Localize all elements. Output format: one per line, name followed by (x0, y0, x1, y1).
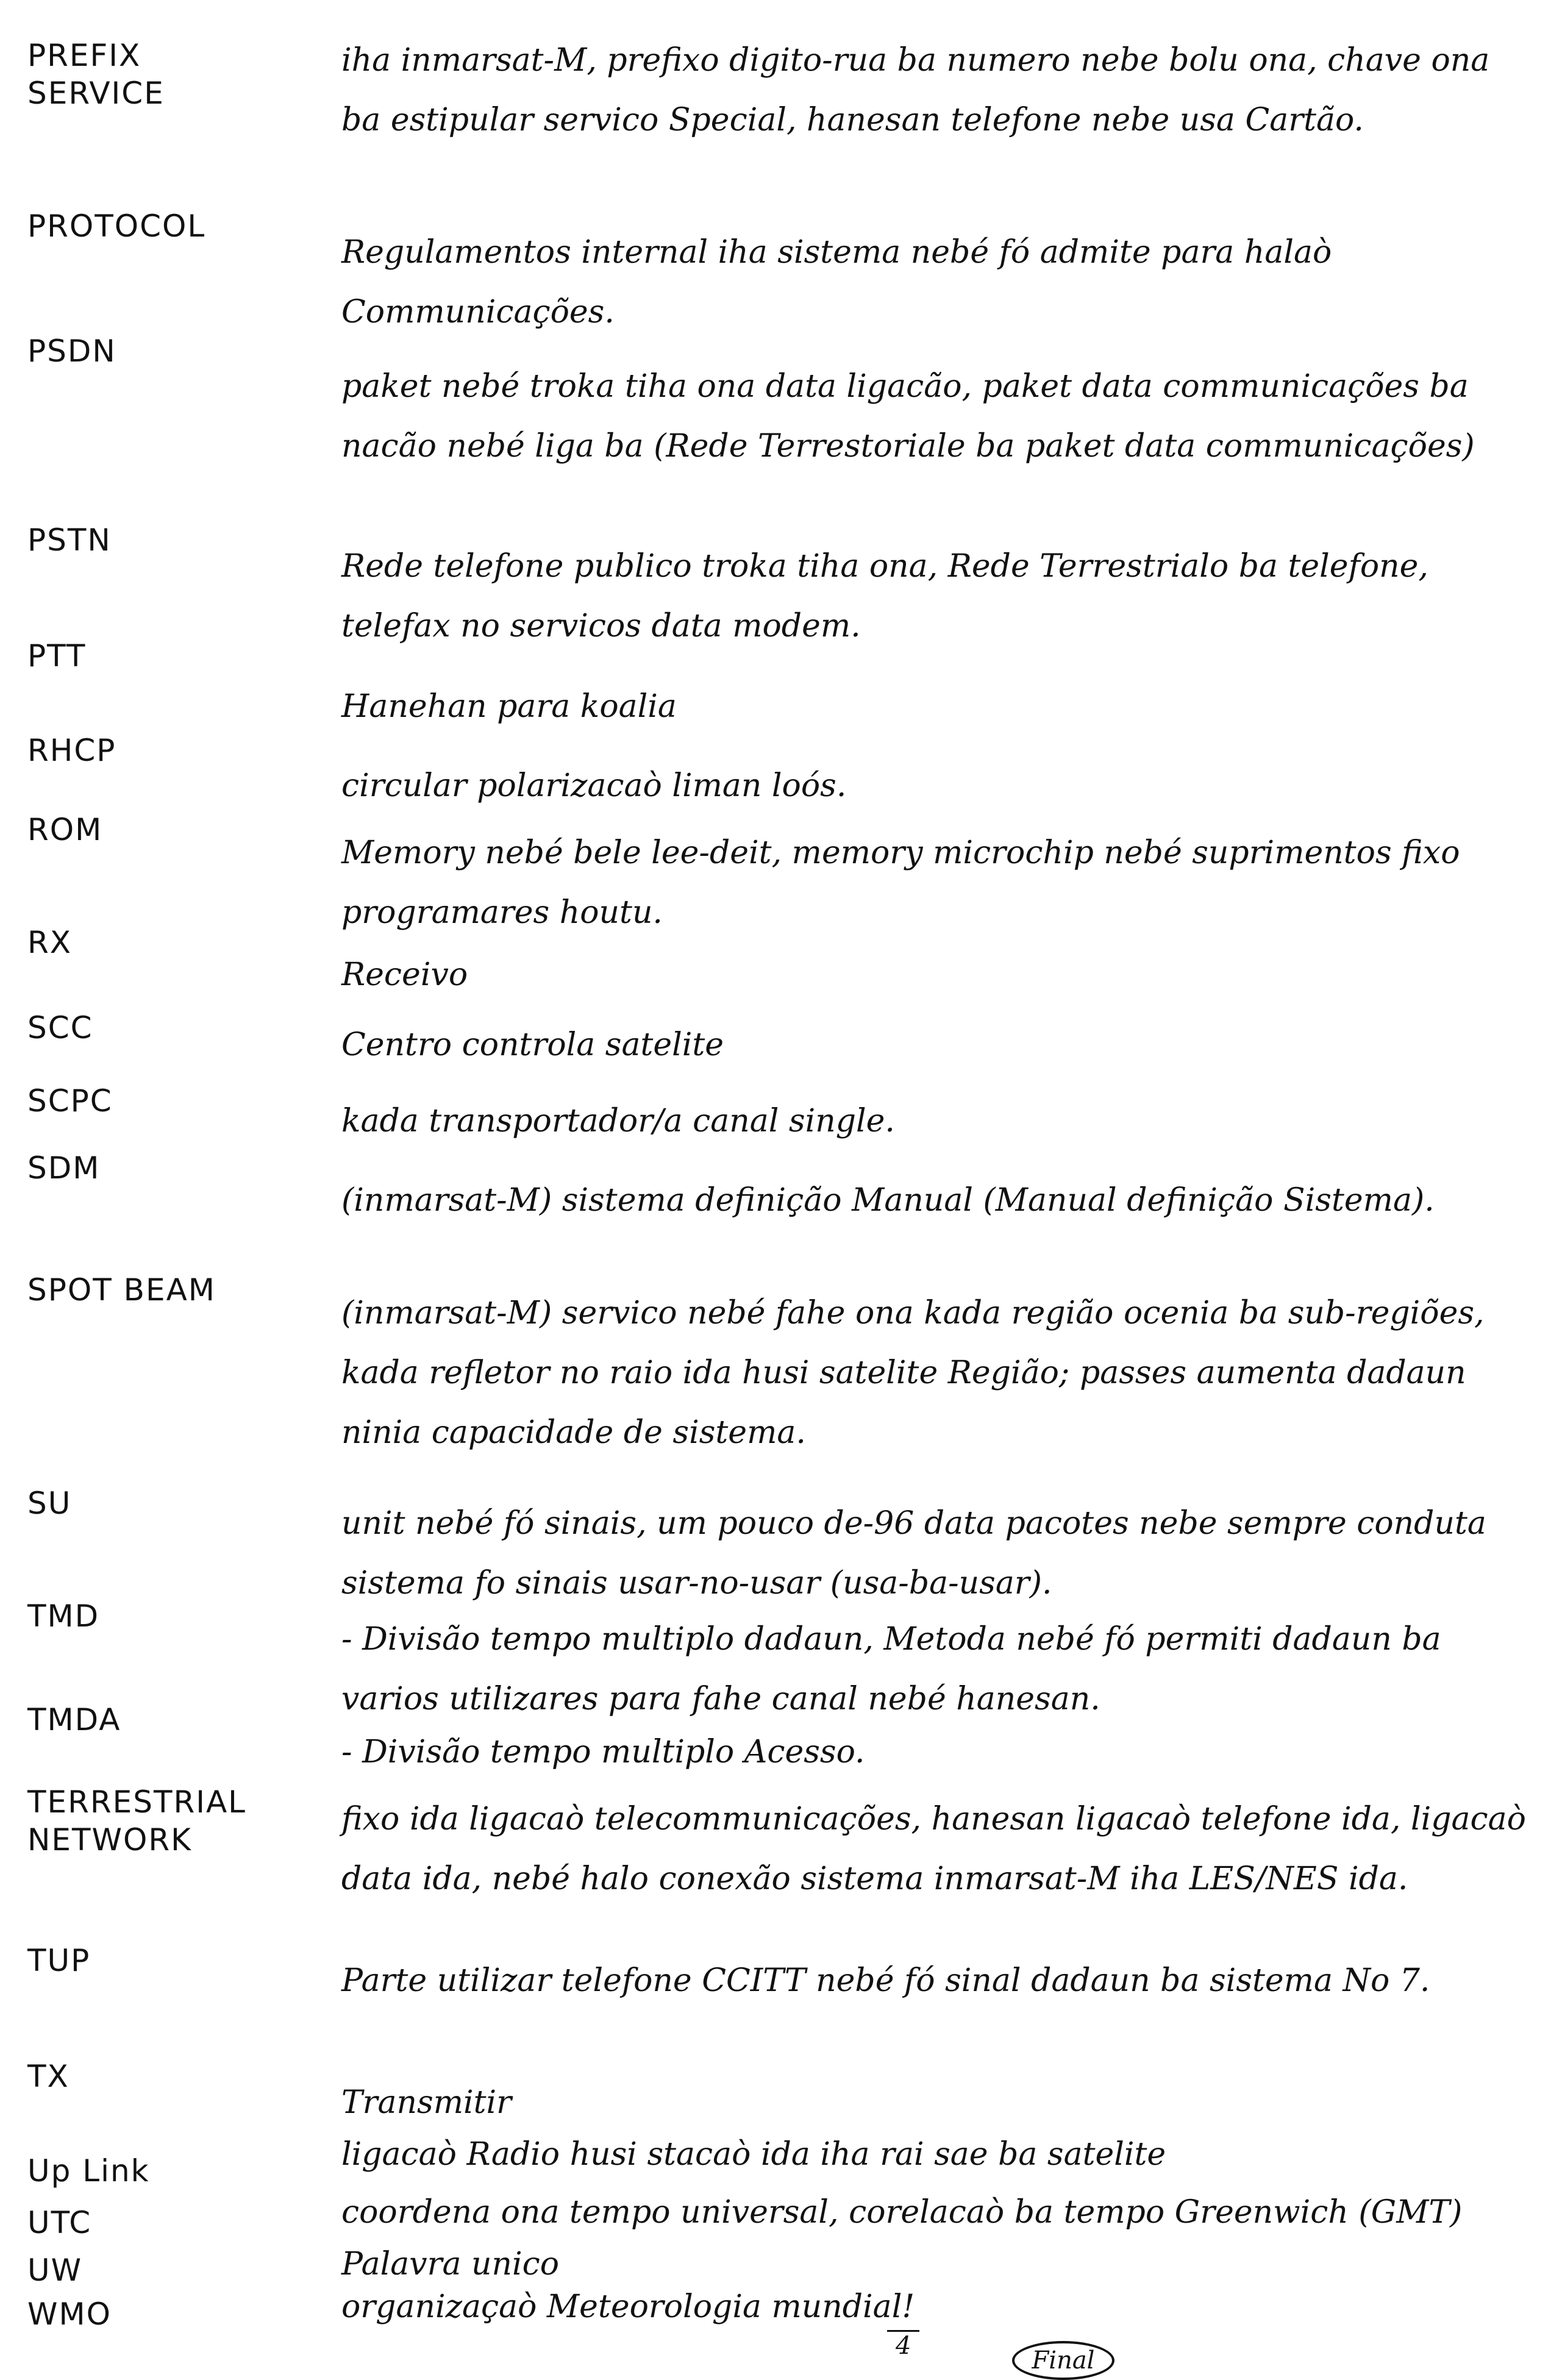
glossary-definition: (inmarsat-M) sistema definição Manual (Manual definição Sistema). (341, 1182, 1435, 1219)
glossary-term: RX (27, 925, 72, 960)
glossary-definition: Memory nebé bele lee-deit, memory microchip nebé suprimentos fixo programares houtu. (341, 835, 1460, 931)
glossary-term: Up Link (27, 2153, 150, 2189)
glossary-definition: Transmitir (341, 2084, 512, 2121)
glossary-term: PTT (27, 638, 87, 674)
glossary-definition: Centro controla satelite (341, 1027, 724, 1063)
glossary-term: SPOT BEAM (27, 1272, 216, 1308)
glossary-term: SDM (27, 1150, 101, 1186)
glossary-definition: ligacaò Radio husi stacaò ida iha rai sae ba satelite (341, 2136, 1166, 2173)
glossary-definition: Parte utilizar telefone CCITT nebé fó sinal dadaun ba sistema No 7. (341, 1962, 1430, 1999)
glossary-term: PSDN (27, 333, 116, 369)
glossary-definition: Rede telefone publico troka tiha ona, Rede Terrestrialo ba telefone, telefax no servicos data modem. (341, 548, 1428, 644)
glossary-definition: - Divisão tempo multiplo Acesso. (341, 1734, 865, 1770)
glossary-definition: kada transportador/a canal single. (341, 1103, 895, 1139)
glossary-definition: organizaçaò Meteorologia mundial! (341, 2289, 915, 2325)
glossary-term: UW (27, 2253, 83, 2288)
glossary-term: TMDA (27, 1702, 121, 1737)
glossary-definition: Receivo (341, 957, 468, 993)
glossary-definition: - Divisão tempo multiplo dadaun, Metoda nebé fó permiti dadaun ba varios utilizares para fahe canal nebé hanesan. (341, 1621, 1441, 1717)
glossary-definition: Palavra unico (341, 2246, 560, 2282)
glossary-term: WMO (27, 2296, 112, 2332)
glossary-definition: paket nebé troka tiha ona data ligacão, paket data communicações ba nacão nebé liga ba (Rede Terrestoriale ba paket data communicações) (341, 368, 1475, 465)
glossary-term: PROTOCOL (27, 208, 206, 244)
glossary-term: SU (27, 1486, 72, 1521)
glossary-term: RHCP (27, 733, 116, 768)
glossary-definition: unit nebé fó sinais, um pouco de-96 data pacotes nebe sempre conduta sistema fo sinais usar-no-usar (usa-ba-usar). (341, 1505, 1486, 1602)
glossary-term: TX (27, 2059, 70, 2094)
glossary-term: SCC (27, 1010, 93, 1046)
glossary-definition: Hanehan para koalia (341, 688, 677, 725)
final-stamp: Final (1012, 2341, 1114, 2380)
glossary-term: TERRESTRIAL NETWORK (27, 1784, 247, 1858)
glossary-term: ROM (27, 812, 103, 847)
glossary-definition: fixo ida ligacaò telecommunicações, hanesan ligacaò telefone ida, ligacaò data ida, nebé halo conexão sistema inmarsat-M iha LES/NES ida. (341, 1801, 1526, 1897)
glossary-term: PSTN (27, 522, 112, 558)
glossary-term: TUP (27, 1943, 91, 1978)
glossary-definition: Regulamentos internal iha sistema nebé fó admite para halaò Communicações. (341, 234, 1332, 330)
glossary-definition: (inmarsat-M) servico nebé fahe ona kada região ocenia ba sub-regiões, kada refletor no raio ida husi satelite Região; passes aumenta dadaun ninia capacidade de sistema. (341, 1295, 1485, 1451)
glossary-definition: circular polarizacaò liman loós. (341, 768, 847, 804)
page-number: 4 (887, 2330, 919, 2360)
glossary-term: PREFIX SERVICE (27, 38, 165, 111)
glossary-definition: coordena ona tempo universal, corelacaò ba tempo Greenwich (GMT) (341, 2194, 1463, 2231)
glossary-term: UTC (27, 2205, 92, 2240)
glossary-term: TMD (27, 1598, 100, 1634)
glossary-term: SCPC (27, 1083, 113, 1119)
glossary-definition: iha inmarsat-M, prefixo digito-rua ba numero nebe bolu ona, chave ona ba estipular servico Special, hanesan telefone nebe usa Cartão. (341, 42, 1490, 138)
